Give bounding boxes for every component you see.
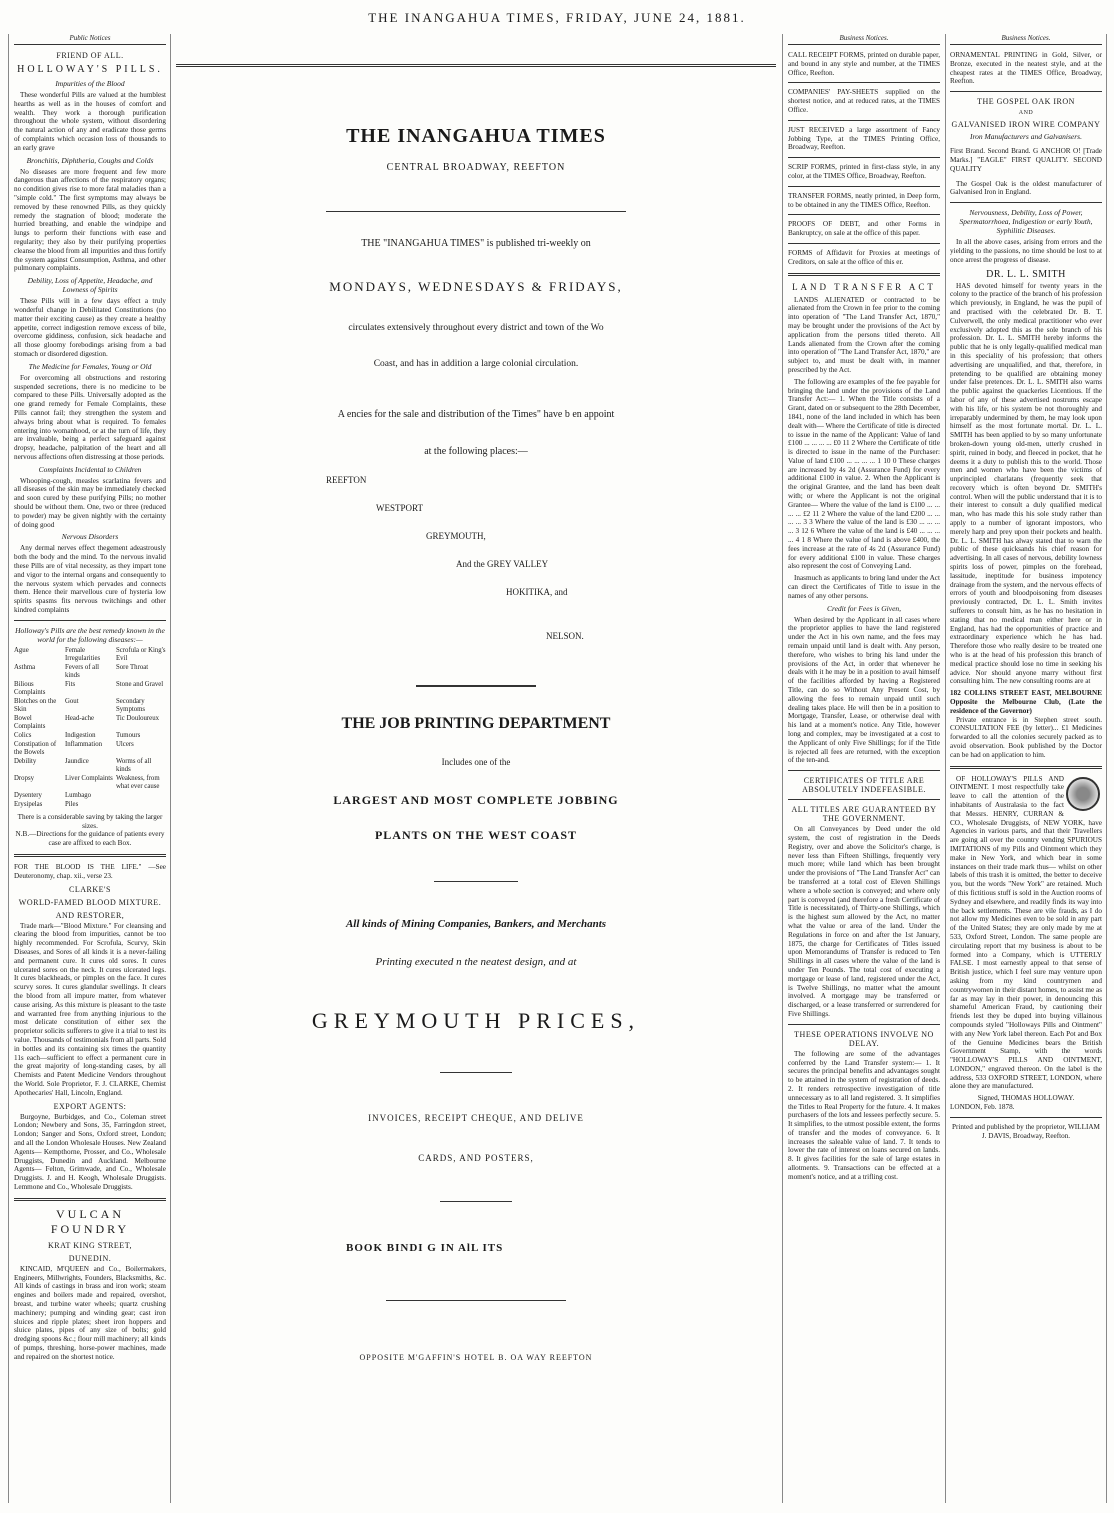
paragraph: Any dermal nerves effect thegement adeastrously both the body and the mind. To the nervous invalid these Pills are of vital necessity, as they impart tone and vigor to the internal organs and consequently to the nervous system which pervades and connects them. Hence their marvellous cure of hysteria low spirits spasms fits nervous twitchings and other kindred complaints bbox=[14, 544, 166, 615]
invoices-line: INVOICES, RECEIPT CHEQUE, AND DELIVE bbox=[368, 1113, 584, 1123]
divider bbox=[788, 273, 940, 276]
disease-item: Bilious Complaints bbox=[14, 680, 46, 696]
nervousness-heading: Nervousness, Debility, Loss of Power, Spermatorrhoea, Indigestion or early Youth, Syphilitic Diseases. bbox=[959, 208, 1093, 236]
paragraph: KINCAID, M'QUEEN and Co., Boilermakers, Engineers, Millwrights, Founders, Blacksmiths, &c. All kinds of castings in brass and iron work; steam engines and boilers made and repaired, overshot, breast, and turbine water wheels; quartz crushing machinery; pumping and winding gear; cast iron sluices and ripple plates; sheet iron hoppers and sluice plates, pipes of any size of bolts; gold dredging spoons &c.; flour mill machinery; all kinds of pumps, threshing, horse-power machines, made and repaired on the shortest notice. bbox=[14, 1264, 166, 1361]
paragraph: The Gospel Oak is the oldest manufacturer of Galvanised Iron in England. bbox=[950, 179, 1102, 197]
ad-proofs-of-debt: PROOFS OF DEBT, and other Forms in Bankruptcy, on sale at the office of this paper. bbox=[788, 220, 940, 238]
disease-item: Scrofula or King's Evil bbox=[116, 646, 166, 662]
divider bbox=[788, 120, 940, 121]
trade-mark-seal bbox=[1066, 777, 1100, 811]
divider bbox=[788, 186, 940, 187]
disease-item: Tumours bbox=[116, 731, 141, 739]
holloway-title: HOLLOWAY'S PILLS. bbox=[17, 64, 163, 75]
section-heading: The Medicine for Females, Young or Old bbox=[28, 361, 152, 371]
paragraph: These wonderful Pills are valued at the humblest hearths as well as in the houses of comfort and wealth. They work a thorough purification throughout the whole system, without disordering the natural action of any and eradicate those germs of complaints which occasion loss of thousands to an early grave bbox=[14, 91, 166, 152]
disease-item: Piles bbox=[65, 800, 79, 808]
section-heading: Debility, Loss of Appetite, Headache, and Lowness of Spirits bbox=[27, 276, 153, 295]
publication-notice: THE "INANGAHUA TIMES" is published tri-weekly on bbox=[361, 238, 591, 249]
divider bbox=[788, 157, 940, 158]
divider bbox=[950, 91, 1102, 92]
divider bbox=[950, 1117, 1102, 1118]
paragraph: Whooping-cough, measles scarlatina fevers and all diseases of the skin may be immediately checked and soon cured by these purifying Pills; no mother should be without them. One, two or three (reduced to powder) may be given nightly with the certainty of doing good bbox=[14, 476, 166, 529]
divider bbox=[788, 82, 940, 83]
agency-location: WESTPORT bbox=[376, 503, 423, 513]
paragraph: Burgoyne, Burbidges, and Co., Coleman street London; Newbery and Sons, 35, Farringdon street, London; Sanger and Sons, Oxford street, London; and all the London Wholesale Houses. New Zealand Agents— Kempthorne, Prosser, and Co., Wholesale Druggists, Dunedin and Auckland. Melbourne Agents— Felton, Grimwade, and Co., Wholesale Druggists. J. and H. Keogh, Wholesale Druggists. Lemmone and Co., Wholesale Druggists. bbox=[14, 1112, 166, 1191]
disease-item: Erysipelas bbox=[14, 800, 43, 808]
circulation-line: Coast, and has in addition a large colonial circulation. bbox=[373, 359, 579, 369]
vulcan-street: KRAT KING STREET, bbox=[48, 1240, 132, 1250]
disease-item: Dropsy bbox=[14, 774, 35, 782]
guarantee-heading: ALL TITLES ARE GUARANTEED BY THE GOVERNMENT. bbox=[791, 805, 937, 824]
vulcan-title: VULCAN FOUNDRY bbox=[50, 1206, 130, 1236]
disease-item: Sore Throat bbox=[116, 663, 149, 671]
agency-location: And the GREY VALLEY bbox=[456, 559, 549, 569]
brand-marks: First Brand. Second Brand. G ANCHOR O! [Trade Marks.] "EAGLE" FIRST QUALITY. SECOND QUALITY bbox=[950, 147, 1102, 173]
dr-smith-title: DR. L. L. SMITH bbox=[986, 268, 1066, 280]
masthead: THE INANGAHUA TIMES, FRIDAY, JUNE 24, 1881. bbox=[368, 10, 746, 25]
clarke-heading: AND RESTORER, bbox=[55, 910, 125, 920]
disease-item: Colics bbox=[14, 731, 32, 739]
divider bbox=[416, 685, 536, 687]
ad-type: JUST RECEIVED a large assortment of Fancy Jobbing Type, at the TIMES Printing Office, Broadway, Reefton. bbox=[788, 125, 940, 152]
agency-location: REEFTON bbox=[326, 475, 367, 485]
agency-location: GREYMOUTH, bbox=[426, 531, 486, 541]
diseases-table bbox=[14, 647, 166, 810]
places-line: at the following places:— bbox=[424, 446, 528, 457]
ad-ornamental-printing: ORNAMENTAL PRINTING in Gold, Silver, or Bronze, executed in the neatest style, and at the cheapest rates at the TIMES Office, Broadway, Reefton. bbox=[950, 51, 1102, 86]
paragraph: The following are some of the advantages conferred by the Land Transfer system:— 1. It secures the principal benefits and advantages sought to be attained in the system of registration of deeds. 2. It renders retrospective investigation of title unnecessary as to all land registered. 3. It simplifies the Titles to Real Property for the future. 4. It makes purchasers of the lots and lessees perfectly secure. 5. It simplifies, to the utmost possible extent, the forms of transfer and the modes of conveyance. 6. It increases the saleable value of land. 7. It tends to lower the rate of interest on loans secured on lands. 8. It gives facilities for the sale of large estates in allotments. 9. Transactions can be effected at a moment's notice, and at a trifling cost. bbox=[788, 1049, 940, 1181]
column-public-notices bbox=[14, 34, 166, 1504]
ad-receipt-forms: CALL RECEIPT FORMS, printed on durable paper, and bound in any style and number, at the TIMES Office, Reefton. bbox=[788, 51, 940, 77]
divider bbox=[326, 211, 626, 212]
paragraph: No diseases are more frequent and few more dangerous than affections of the respiratory organs; no condition gives rise to more fatal maladies than a "simple cold." The first symptoms may always be removed by these renowned Pills, as they quickly remedy the stagnation of blood; moderate the hurried breathing, and enable the windpipe and lungs to perform their functions with ease and regularity; they also by their purifying properties cleanse the blood from all impurities and thus fortify the system against Consumption, Asthma, and other pulmonary complaints. bbox=[14, 167, 166, 273]
paragraph: Trade mark—"Blood Mixture." For cleansing and clearing the blood from impurities, cannot be too highly recommended. For Scrofula, Scurvy, Skin Diseases, and Sores of all kinds it is a never-failing and permanent cure. It cures old sores. It cures ulcerated sores on the neck. It cures ulcerated legs. It cures blackheads, or pimples on the face. It cures scurvy sores. It cures glandular swellings. It clears the blood from all impure matter, from whatever cause arising. As this mixture is pleasant to the taste and warranted free from anything injurious to the most delicate constitution of either sex the proprietor solicits sufferers to give it a trial to test its value. Thousands of testimonials from all parts. Sold in bottles and its containing six times the quantity 11s each—sufficient to effect a permanent cure in the great majority of long-standing cases, by all Chemists and Patent Medicine Vendors throughout the World. Sole Proprietor, F. J. CLARKE, Chemist Apothecaries' Hall, Lincoln, England. bbox=[14, 921, 166, 1097]
disease-item: Liver Complaints bbox=[65, 774, 113, 782]
disease-item: Ague bbox=[14, 646, 29, 654]
disease-item: Fits bbox=[65, 680, 76, 688]
disease-item: Ulcers bbox=[116, 740, 134, 748]
divider bbox=[440, 1072, 512, 1073]
export-heading: EXPORT AGENTS: bbox=[53, 1101, 127, 1111]
paragraph: For overcoming all obstructions and restoring suspended secretions, there is no medicine to be compared to these Pills. Universally adopted as the one grand remedy for Female Complaints, these Pills cannot fail; they strengthen the system and always bring about what is required. To females entering into womanhood, or at the turn of life, they are invaluable, being a perfect safeguard against dropsy, headache, palpitation of the heart and all nervous affections often distressing at those periods. bbox=[14, 373, 166, 461]
greymouth-prices: GREYMOUTH PRICES, bbox=[311, 1008, 641, 1033]
paragraph: HAS devoted himself for twenty years in the colony to the practice of the branch of his profession which previously, in England, he was the pupil of and practised with the celebrated Dr. B. T. Culverwell, the only medical practitioner who ever exclusively adopted this as the sole branch of his profession. Dr. L. L. SMITH hereby informs the public that he is only legally-qualified medical man in this speciality of his profession; that others advertising are unqualified, and that, therefore, in pretending to be qualified are obtaining money under false pretences. Dr. L. L. SMITH also warns the public against the quackeries Licentious. If the labor of any of these advertised nostrums escape with his life, or his system be not thoroughly and irreparably undermined by them, he may look upon himself as the most fortunate mortal. Dr. L. L. SMITH has been applied to by so many unfortunate broken-down young old-men, utterly crushed in spirit, ruined in body, and fleeced in pocket, that he deems it a duty to publish this to the world. Those men and women who have been the victims of unprincipled charlatans (frequently seek that recovery which is often beyond Dr. SMITH's control. When will the public understand that it is to their interest to consult a duly qualified medical man, who has made this his sole study rather than apply to a number of ignorant impostors, who merely harp and prey upon their pockets and health. Dr. L. L. SMITH has alway stated that to warn the public of these quicksands his chief reason for advertising. In all cases of nervous, debility lowness spirits loss of power, pimples on the forehead, lassitude, ineptitude for business impotency drainage from the system, and the nervous effects of errors of youth and bloodpoisoning from diseases previously contracted, Dr. L. L. Smith invites sufferers to consult him, as he has no hesitation in stating that no medical man either here or in England, has had the opportunities of practice and extraordinary experience which he has had. Therefore those who really desire to be treated one who is at the head of his profession this branch of medical practice should lose no time in seeking his advice. Nor should anyone marry without first consulting him. The new consulting rooms are at bbox=[950, 281, 1102, 686]
disease-item: Worms of all kinds bbox=[116, 757, 152, 773]
vulcan-city: DUNEDIN. bbox=[68, 1253, 112, 1263]
column-header: Business Notices. bbox=[950, 34, 1102, 45]
gospel-oak-tagline: Iron Manufacturers and Galvanisers. bbox=[970, 132, 1082, 142]
divider bbox=[788, 1024, 940, 1025]
divider bbox=[14, 854, 166, 857]
column-business-notices bbox=[788, 34, 940, 1504]
divider bbox=[14, 620, 166, 621]
clarke-heading: CLARKE'S bbox=[69, 884, 111, 894]
divider bbox=[950, 202, 1102, 203]
divider bbox=[788, 799, 940, 800]
ad-transfer-forms: TRANSFER FORMS, neatly printed, in Deep form, to be obtained in any the TIMES Office, Reefton. bbox=[788, 191, 940, 209]
disease-item: Asthma bbox=[14, 663, 36, 671]
paragraph: Inasmuch as applicants to bring land under the Act can direct the Certificates of Title to issue in the names of any other persons. bbox=[788, 574, 940, 600]
divider bbox=[788, 243, 940, 244]
column-rule bbox=[170, 34, 171, 1503]
land-transfer-title: LAND TRANSFER ACT bbox=[792, 281, 936, 292]
certificates-heading: CERTIFICATES OF TITLE ARE ABSOLUTELY INDEFEASIBLE. bbox=[802, 776, 926, 795]
paragraph: On all Conveyances by Deed under the old system, the cost of registration in the Deeds Registry, over and above the Solicitor's charge, is never less than Fifteen Shillings, frequently very much more; while land which has been brought under the provisions of "The Land Transfer Act" can be transferred at a total cost of Eleven Shillings where a whole section is conveyed; and where only part is conveyed (and therefore a fresh Certificate of Title is necessitated), of Thirty-one Shillings, which is the highest sum allowed by the Act, no matter what the value or area of the land. Under the Regulations in force on and after the 1st January, 1875, the charge for Certificates of Titles issued upon Memorandums of Transfer is reduced to Ten Shillings in all cases where the value of the land is under Ten Pounds. The total cost of executing a mortgage or lease of land, registered under the Act, is Twelve Shillings, no matter what the amount involved. A mortgage may be transferred or discharged, or a lease transferred or surrendered for Five Shillings. bbox=[788, 825, 940, 1018]
disease-item: Female Irregularities bbox=[65, 646, 101, 662]
date-line: LONDON, Feb. 1878. bbox=[950, 1103, 1015, 1112]
disease-item: Secondary Symptoms bbox=[116, 697, 146, 713]
divider bbox=[434, 881, 518, 882]
column-rule bbox=[945, 34, 946, 1503]
disease-item: Inflammation bbox=[65, 740, 102, 748]
section-heading: Complaints Incidental to Children bbox=[38, 464, 142, 474]
divider bbox=[788, 770, 940, 771]
ad-scrip-forms: SCRIP FORMS, printed in first-class style, in any color, at the TIMES Office, Broadway, Reefton. bbox=[788, 163, 940, 180]
paragraph: The following are examples of the fee payable for bringing the land under the provisions of the Land Transfer Act:— 1. When the Title consists of a Grant, dated on or subsequent to the 28th December, 1841, none of the land included in which has been dealt with— Where the Certificate of title is directed to issue in the name of the Applicant: Value of land £100 ... ... ... ... £0 11 2 Where the Certificate of title is directed to issue in the name of the Purchaser: Value of land £100 ... ... ... ... 1 10 0 These charges are increased by 4s 2d (Assurance Fund) for every additional £100 in value. 2. When the Applicant is the original Grantee, and the land has been dealt with; or where the Applicant is not the original Grantee— Where the value of the land is £100 ... ... ... ... £2 11 2 Where the value of the land £200 ... ... ... ... 3 3 Where the value of the land is £30 ... ... ... ... 3 12 6 Where the value of the land is £40 ... ... ... ... 4 1 8 Where the value of land is above £400, the fees increase at the rate of 4s 2d (Assurance Fund) for every additional £100 in value. These charges also represent the cost of Conveying Land. bbox=[788, 377, 940, 571]
paper-address: CENTRAL BROADWAY, REEFTON bbox=[386, 162, 566, 173]
divider bbox=[176, 64, 776, 67]
disease-item: Debility bbox=[14, 757, 37, 765]
ad-pay-sheets: COMPANIES' PAY-SHEETS supplied on the shortest notice, and at reduced rates, at the TIMES Office. bbox=[788, 88, 940, 114]
disease-item: Gout bbox=[65, 697, 79, 705]
includes-line: Includes one of the bbox=[441, 757, 511, 767]
disease-item: Tic Douloureux bbox=[116, 714, 159, 722]
ad-affidavit: FORMS of Affidavit for Proxies at meetings of Creditors, on sale at the office of this er. bbox=[788, 248, 940, 266]
disease-item: Indigestion bbox=[65, 731, 96, 739]
disease-item: Lumbago bbox=[65, 791, 92, 799]
paragraph: Private entrance is in Stephen street south. CONSULTATION FEE (by letter)... £1 Medicines forwarded to all the colonies securely packed as to avoid observation. Book published by the Doctor can be had on application to him. bbox=[950, 715, 1102, 759]
note: There is a considerable saving by taking the larger sizes. bbox=[17, 812, 163, 830]
paragraph: OF HOLLOWAY'S PILLS AND OINTMENT. I most respectfully take leave to call the attention of the inhabitants of Australasia to the fact that Messrs. HENRY, CURRAN & CO., Wholesale Druggists, of NEW YORK, have Agencies in various parts, and that their Travellers are going all over the country vending SPURIOUS IMITATIONS of my Pills and Ointment which they make in New York, and which bear in some instances on their trade mark thus— whilst on other labels of this trash it is omitted, the better to deceive you, but the words "New York" are retained. Much of this fictitious stuff is sold in the Auction rooms of Sydney and elsewhere, and readily finds its way into the back settlements. These are vile frauds, as I do not allow my Medicines even to be sold in any part of the United States; they are only made by me at 533, Oxford Street, London. The same people are circulating report that my business is about to be formed into a Company, which is UTTERLY FALSE. I most earnestly appeal to that sense of British justice, which I feel sure may venture upon asking from my kind countrymen and countrywomen in their distant homes, to assist me as far as may lay in their power, in denouncing this shameful American Fraud, by cautioning their friends lest they be duped into buying villainous compounds styled "Holloways Pills and Ointment" with any New York label thereon. Each Pot and Box of the Genuine Medicines bears the British Government Stamp, with the words "HOLLOWAY'S PILLS AND OINTMENT, LONDON," engraved thereon. On the label is the address, 533 OXFORD STREET, LONDON, where alone they are manufactured. bbox=[950, 774, 1102, 1091]
paragraph: In all the above cases, arising from errors and the yielding to the passions, no time should be lost to at once arrest the progress of disease. bbox=[950, 238, 1102, 264]
agency-location: HOKITIKA, and bbox=[506, 587, 568, 597]
column-rule bbox=[1106, 34, 1107, 1503]
disease-item: Jaundice bbox=[65, 757, 89, 765]
disease-item bbox=[116, 792, 166, 800]
paper-title: THE INANGAHUA TIMES bbox=[346, 125, 606, 147]
circulation-line: circulates extensively throughout every district and town of the Wo bbox=[348, 323, 604, 333]
disease-item: Weakness, from what ever cause bbox=[116, 774, 160, 790]
divider bbox=[950, 766, 1102, 769]
blood-quote: FOR THE BLOOD IS THE LIFE." —See Deuteronomy, chap. xii., verse 23. bbox=[14, 863, 166, 880]
disease-item bbox=[116, 801, 166, 809]
section-heading: Nervous Disorders bbox=[61, 532, 119, 542]
largest-line: LARGEST AND MOST COMPLETE JOBBING bbox=[333, 793, 619, 807]
friend-heading: FRIEND OF ALL. bbox=[56, 51, 124, 60]
section-heading: Impurities of the Blood bbox=[55, 79, 125, 88]
all-kinds-line: All kinds of Mining Companies, Bankers, and Merchants bbox=[345, 918, 607, 930]
book-binding-line: BOOK BINDI G IN AlL ITS bbox=[346, 1242, 504, 1254]
disease-item: Constipation of the Bowels bbox=[14, 740, 57, 756]
note: N.B.—Directions for the guidance of patients every case are affixed to each Box. bbox=[15, 830, 165, 848]
publication-days: MONDAYS, WEDNESDAYS & FRIDAYS, bbox=[329, 279, 623, 294]
paragraph: When desired by the Applicant in all cases where the proprietor applies to have the land registered under the Act in his own name, and the fees may remain unpaid until land is dealt with. Any person, therefore, who wishes to bring his land under the provisions of the Act, in order that whenever he deals with it he may be in a position to avail himself of the facilities afforded by having a Registered Title, can do so Without Any Present Cost, by allowing the fees to remain unpaid until such dealing takes place. He will then be in a position to Mortgage, Transfer, Lease, or otherwise deal with his land at a moment's notice. Any Title, however long and complex, may be investigated at a cost to the Applicant of only Five Shillings; for if the Title is rejected all fees are returned, with the exception of the ten-and. bbox=[788, 615, 940, 765]
gospel-oak-company: GALVANISED IRON WIRE COMPANY bbox=[951, 120, 1101, 130]
disease-item: Fevers of all kinds bbox=[65, 663, 99, 679]
agency-location: NELSON. bbox=[546, 631, 584, 641]
paragraph: These Pills will in a few days effect a truly wonderful change in Debilitated Constitutions (no matter their exciting cause) as they create a healthy appetite, correct indigestion remove excess of bile, overcome giddiness, confusion, sick headache and all those gloomy forebodings arising from a bad stomach or disordered digestion. bbox=[14, 297, 166, 358]
column-header: Business Notices. bbox=[788, 34, 940, 45]
address-footer: OPPOSITE M'GAFFIN'S HOTEL B. OA WAY REEFTON bbox=[359, 1353, 593, 1362]
disease-item: Bowel Complaints bbox=[14, 714, 46, 730]
cards-line: CARDS, AND POSTERS, bbox=[418, 1153, 534, 1163]
diseases-heading: Holloway's Pills are the best remedy known in the world for the following diseases:— bbox=[15, 625, 165, 644]
printing-line: Printing executed n the neatest design, and at bbox=[375, 956, 577, 968]
disease-item: Blotches on the Skin bbox=[14, 697, 57, 713]
smith-address: 182 COLLINS STREET EAST, MELBOURNE Opposite the Melbourne Club, (Late the residence of the Governor) bbox=[950, 689, 1102, 715]
job-printing-heading: THE JOB PRINTING DEPARTMENT bbox=[341, 715, 611, 732]
column-header: Public Notices bbox=[14, 34, 166, 45]
plants-line: PLANTS ON THE WEST COAST bbox=[374, 828, 578, 842]
disease-item: Dysentery bbox=[14, 791, 42, 799]
section-heading: Bronchitis, Diphtheria, Coughs and Colds bbox=[26, 155, 154, 165]
disease-item: Head-ache bbox=[65, 714, 95, 722]
column-business-notices-2 bbox=[950, 34, 1102, 1504]
divider bbox=[440, 1201, 512, 1202]
divider bbox=[788, 214, 940, 215]
clarke-heading: WORLD-FAMED BLOOD MIXTURE. bbox=[18, 897, 162, 907]
column-rule bbox=[782, 34, 783, 1503]
imprint: Printed and published by the proprietor, WILLIAM J. DAVIS, Broadway, Reefton. bbox=[952, 1122, 1100, 1140]
gospel-oak-and: AND bbox=[1018, 110, 1034, 117]
divider bbox=[386, 1300, 566, 1301]
divider bbox=[14, 1198, 166, 1201]
operations-heading: THESE OPERATIONS INVOLVE NO DELAY. bbox=[794, 1029, 934, 1048]
paragraph: LANDS ALIENATED or contracted to be alienated from the Crown in fee prior to the coming into operation of "The Land Transfer Act, 1870," may be brought under the provisions of the Act by application from the persons titled thereto. All Lands alienated from the Crown after the coming into operation of "The Land Transfer Act, 1870," are subject to, and must be dealt with, in manner prescribed by the Act. bbox=[788, 295, 940, 374]
column-center-advertisement bbox=[176, 34, 776, 1504]
agency-line: A encies for the sale and distribution of the Times" have b en appoint bbox=[337, 409, 615, 420]
disease-item: Stone and Gravel bbox=[116, 680, 164, 688]
signature: Signed, THOMAS HOLLOWAY. bbox=[977, 1094, 1075, 1103]
column-rule bbox=[8, 34, 9, 1503]
credit-heading: Credit for Fees is Given, bbox=[826, 603, 902, 613]
gospel-oak-title: THE GOSPEL OAK IRON bbox=[977, 97, 1075, 107]
